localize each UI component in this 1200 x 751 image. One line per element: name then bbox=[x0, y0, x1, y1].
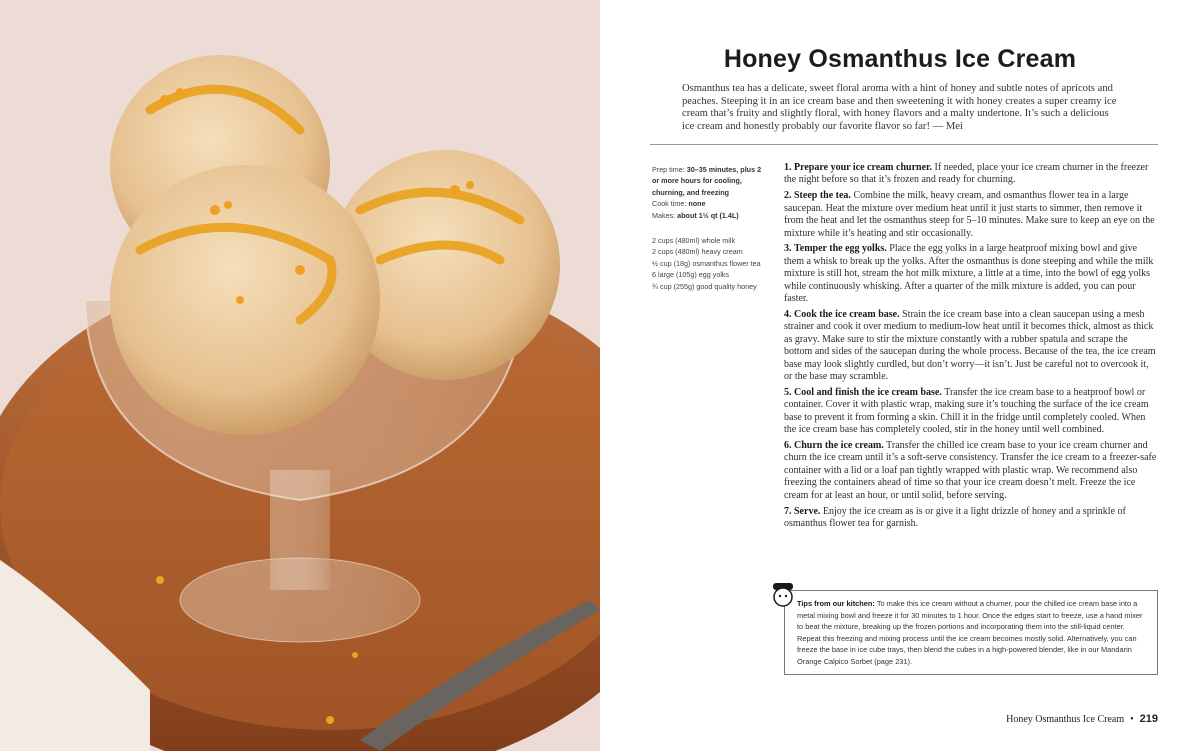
step-text: Transfer the chilled ice cream base to your ice cream churner and churn the ice cream until it’s a soft-serve consistency. Transfer the ice cream to a freezer-safe container with a lid or a loaf pan tightly wrapped with plastic wrap. We recommend also freezing the containers ahead of time so that your ice cream doesn’t melt. Freeze the ice cream for at least an hour, or until solid, before serving. bbox=[784, 440, 1157, 501]
ingredient-item: 2 cups (480ml) whole milk bbox=[652, 236, 736, 246]
tips-text: To make this ice cream without a churner, pour the chilled ice cream base into a metal mixing bowl and freeze it for 30 minutes to 1 hour. Once the edges start to freeze, use a hand mixer to beat the mixture, breaking up the frozen portions and incorporating them into the still-liquid center. Repeat this freezing and mixing process until the ice cream becomes mostly solid. Alternatively, you can freeze the base in ice cube trays, then blend the cubes in a high-powered blender, like in our Mandarin Orange Calpico Sorbet (page 231). bbox=[797, 599, 1143, 666]
prep-time bbox=[652, 164, 770, 198]
step-text: Enjoy the ice cream as is or give it a light drizzle of honey and a sprinkle of osmanthus flower tea for garnish. bbox=[784, 505, 1126, 529]
ingredient-list bbox=[652, 235, 770, 292]
recipe-sidebar bbox=[652, 164, 770, 292]
recipe-page bbox=[600, 0, 1200, 751]
step-text: Place the egg yolks in a large heatproof mixing bowl and give them a whisk to break up the yolks. After the osmanthus is done steeping and while the milk mixture is still hot, stream the hot milk mixture, a little at a time, into the bowl of egg yolks while continuously whisking. After a quarter of the milk mixture is added, you can pour faster. bbox=[784, 243, 1154, 305]
step-text: Strain the ice cream base into a clean saucepan using a mesh strainer and cook it over medium to medium-low heat until it becomes thick, almost as thick as gravy. Make sure to stir the mixture constantly with a rubber spatula and scrape the bottom and sides of the saucepan during the whole process. Because of the tea, the ice cream base may look slightly curdled, but don’t worry—it isn’t. Just be careful not to overcook it, or the base may scramble. bbox=[784, 308, 1156, 382]
ingredient-item: ½ cup (18g) osmanthus flower tea bbox=[652, 258, 761, 268]
scoop-front bbox=[110, 165, 380, 435]
step-text: Transfer the ice cream base to a heatproof bowl or container. Cover it with plastic wrap, making sure it’s touching the surface of the ice cream base to prevent it from forming a skin. Chill it in the fridge until completely cooled. When the ice cream base has completely cooled, stir in the honey until well combined. bbox=[784, 386, 1149, 436]
step-number: 3. bbox=[784, 243, 792, 255]
tips-box bbox=[784, 590, 1158, 675]
recipe-intro: Osmanthus tea has a delicate, sweet floral aroma with a hint of honey and subtle notes of apricots and peaches. Steeping it in an ice cream base and then sweetening it with honey creates a super creamy ice cream that’s fruity and slightly floral, with honey flavors and a malty undertone. It’s such a delicious ice cream and honestly probably our favorite flavor so far! — Mei bbox=[682, 83, 1117, 132]
step-title: Serve. bbox=[794, 505, 821, 517]
step-title: Steep the tea. bbox=[794, 190, 851, 202]
step-item bbox=[784, 387, 1158, 437]
yield-label: Makes: bbox=[652, 210, 676, 220]
prep-time-value: 30–35 minutes, plus 2 or more hours for cooling, churning, and freezing bbox=[652, 165, 762, 197]
step-item bbox=[784, 162, 1158, 187]
step-item bbox=[784, 440, 1158, 502]
step-title: Cool and finish the ice cream base. bbox=[794, 386, 942, 398]
step-item bbox=[784, 243, 1158, 305]
step-item bbox=[784, 506, 1158, 531]
step-number: 5. bbox=[784, 386, 792, 398]
step-number: 4. bbox=[784, 308, 792, 320]
step-text: If needed, place your ice cream churner in the freezer the night before so that it’s frozen and ready for churning. bbox=[784, 162, 1149, 186]
prep-time-label: Prep time: bbox=[652, 165, 685, 174]
step-number: 2. bbox=[784, 190, 792, 202]
yield bbox=[652, 210, 770, 221]
ingredient-item: ¾ cup (255g) good quality honey bbox=[652, 281, 757, 291]
recipe-title: Honey Osmanthus Ice Cream bbox=[723, 45, 1077, 73]
ingredient-item: 6 large (105g) egg yolks bbox=[652, 270, 730, 280]
step-number: 6. bbox=[784, 440, 792, 452]
step-text: Combine the milk, heavy cream, and osmanthus flower tea in a large saucepan. Heat the mixture over medium heat until it just starts to simmer, then remove it from the heat and let the osmanthus steep for 5–10 minutes. Make sure to keep an eye on the mixture while it’s heating and stir occasionally. bbox=[784, 190, 1155, 239]
step-title: Churn the ice cream. bbox=[794, 440, 884, 452]
step-title: Prepare your ice cream churner. bbox=[794, 162, 933, 173]
tips-label: Tips from our kitchen: bbox=[797, 599, 875, 608]
cook-time-value: none bbox=[688, 199, 706, 209]
divider-rule bbox=[650, 144, 1158, 145]
cook-time-label: Cook time: bbox=[652, 199, 687, 209]
chef-avatar-icon bbox=[771, 583, 795, 613]
footer-bullet: • bbox=[1130, 713, 1134, 725]
step-number: 1. bbox=[784, 162, 792, 173]
step-item bbox=[784, 309, 1158, 383]
step-item bbox=[784, 190, 1158, 240]
step-number: 7. bbox=[784, 505, 792, 517]
step-title: Temper the egg yolks. bbox=[794, 243, 887, 255]
page-footer bbox=[1006, 713, 1158, 725]
step-title: Cook the ice cream base. bbox=[794, 308, 900, 320]
cook-time bbox=[652, 198, 770, 209]
running-title: Honey Osmanthus Ice Cream bbox=[1006, 713, 1125, 725]
method-steps bbox=[784, 162, 1158, 534]
page-number: 219 bbox=[1139, 713, 1158, 725]
ingredient-item: 2 cups (480ml) heavy cream bbox=[652, 247, 743, 257]
yield-value: about 1½ qt (1.4L) bbox=[677, 210, 739, 220]
